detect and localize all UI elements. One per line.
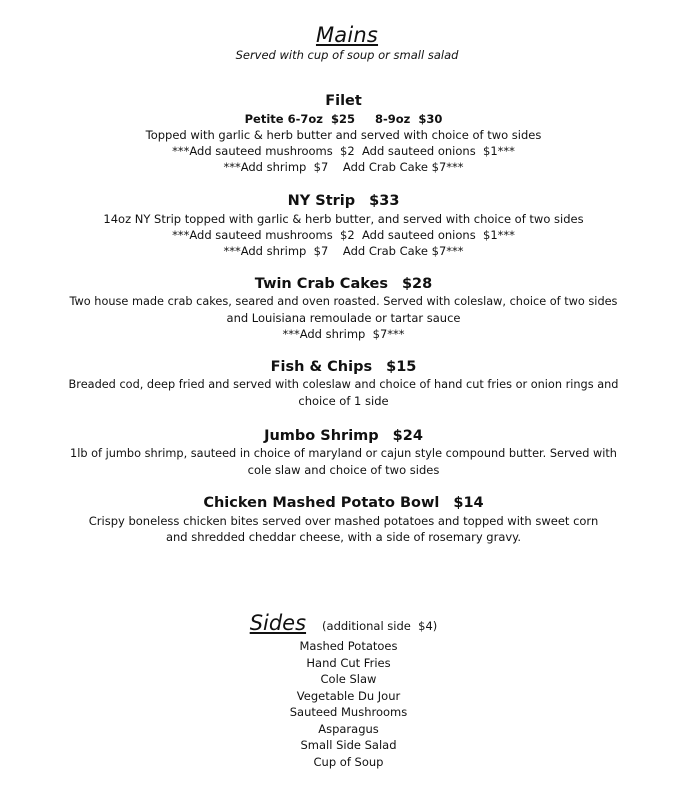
list-item: Vegetable Du Jour: [296, 688, 401, 703]
item-description: 14oz NY Strip topped with garlic & herb butter, and served with choice of two sides: [103, 212, 584, 226]
item-addons: ***Add sauteed mushrooms $2 Add sauteed onions $1***: [172, 144, 515, 158]
item-description: Crispy boneless chicken bites served over mashed potatoes and topped with sweet corn: [88, 514, 599, 528]
item-name: NY Strip: [287, 193, 356, 209]
menu-item-ny-strip: [0, 192, 687, 259]
mains-header: [0, 22, 687, 62]
item-description: Breaded cod, deep fried and served with coleslaw and choice of hand cut fries or onion rings and: [68, 378, 619, 391]
item-description: choice of 1 side: [298, 394, 389, 408]
menu-item-jumbo-shrimp: [0, 427, 687, 478]
item-description: and Louisiana remoulade or tartar sauce: [226, 311, 461, 325]
item-addons: ***Add sauteed mushrooms $2 Add sauteed onions $1***: [172, 228, 515, 242]
list-item: Cup of Soup: [313, 754, 384, 769]
list-item: Small Side Salad: [300, 738, 397, 752]
menu-item-chicken-bowl: [0, 494, 687, 545]
item-price: $24: [392, 428, 423, 444]
item-name: Filet: [325, 93, 362, 109]
item-addons: ***Add shrimp $7***: [282, 327, 405, 341]
list-item: Asparagus: [318, 721, 379, 736]
item-price: $14: [453, 495, 484, 511]
item-addons: ***Add shrimp $7 Add Crab Cake $7***: [223, 160, 464, 174]
item-description: Topped with garlic & herb butter and served with choice of two sides: [145, 128, 542, 142]
sides-title: Sides: [249, 611, 307, 635]
menu-item-fish-and-chips: [0, 358, 687, 409]
item-price: $15: [386, 359, 417, 375]
list-item: Hand Cut Fries: [306, 655, 391, 670]
menu-item-filet: [0, 92, 687, 175]
item-name: Jumbo Shrimp: [264, 428, 379, 444]
item-description: 1lb of jumbo shrimp, sauteed in choice of maryland or cajun style compound butter. Served with: [70, 447, 617, 460]
mains-title: Mains: [315, 23, 379, 47]
item-price: $28: [401, 276, 433, 292]
item-description: cole slaw and choice of two sides: [247, 463, 440, 477]
item-description: and shredded cheddar cheese, with a side of rosemary gravy.: [165, 530, 522, 544]
item-description: Two house made crab cakes, seared and oven roasted. Served with coleslaw, choice of two sides: [69, 295, 618, 308]
item-name: Twin Crab Cakes: [254, 276, 388, 292]
item-addons: ***Add shrimp $7 Add Crab Cake $7***: [223, 244, 464, 258]
item-name: Fish & Chips: [270, 359, 373, 375]
mains-subtitle: Served with cup of soup or small salad: [235, 48, 459, 62]
list-item: Sauteed Mushrooms: [289, 705, 408, 719]
item-price-options: Petite 6-7oz $25 8-9oz $30: [244, 112, 443, 126]
menu-item-twin-crab-cakes: [0, 275, 687, 342]
sides-header: [0, 611, 687, 635]
sides-note: (additional side $4): [322, 619, 438, 633]
item-price: $33: [369, 193, 400, 209]
list-item: Mashed Potatoes: [299, 639, 398, 653]
item-name: Chicken Mashed Potato Bowl: [203, 495, 440, 511]
list-item: Cole Slaw: [320, 672, 377, 686]
sides-list: [0, 638, 687, 770]
